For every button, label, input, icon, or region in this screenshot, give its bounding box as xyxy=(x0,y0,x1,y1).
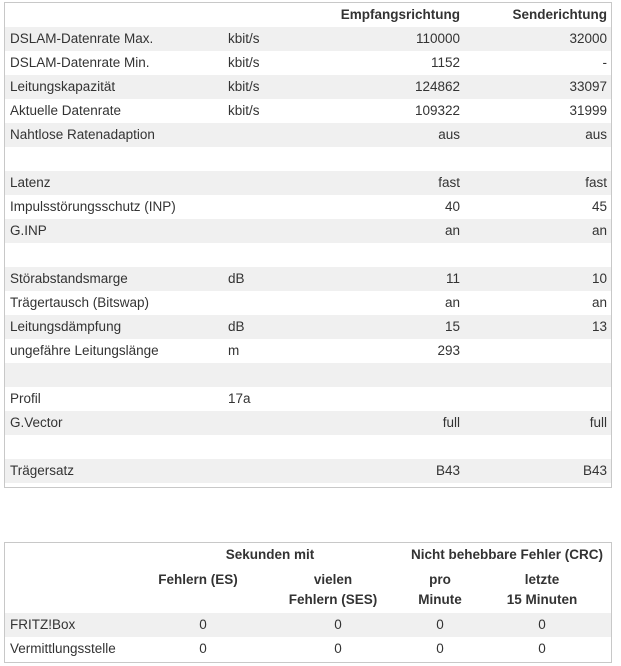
row-label: Leitungsdämpfung xyxy=(10,319,122,334)
row-label: Vermittlungsstelle xyxy=(10,641,116,656)
downstream-value: aus xyxy=(438,127,460,142)
upstream-value: fast xyxy=(585,175,607,190)
row-label: Leitungskapazität xyxy=(10,79,116,94)
error-stats-table xyxy=(4,542,612,663)
row-label: Profil xyxy=(10,391,41,406)
table-row xyxy=(5,51,611,75)
table-row xyxy=(5,243,611,267)
table-row xyxy=(5,195,611,219)
table-row xyxy=(5,387,611,411)
downstream-value: 109322 xyxy=(414,103,460,118)
downstream-value: fast xyxy=(438,175,460,190)
table-row xyxy=(5,459,611,483)
row-label: G.INP xyxy=(10,223,47,238)
group-crc-header: Nicht behebbare Fehler (CRC) xyxy=(410,547,604,562)
upstream-value: 45 xyxy=(591,199,607,214)
upstream-value: an xyxy=(591,295,607,310)
row-label: ungefähre Leitungslänge xyxy=(10,343,159,358)
table-row xyxy=(5,363,611,387)
upstream-value: - xyxy=(602,55,607,70)
row-label: Aktuelle Datenrate xyxy=(10,103,122,118)
col-per-minute-header-line1: pro xyxy=(429,572,451,587)
row-label: Nahtlose Ratenadaption xyxy=(10,127,155,142)
upstream-value: 10 xyxy=(591,271,607,286)
row-label: DSLAM-Datenrate Max. xyxy=(10,31,154,46)
table-row xyxy=(5,27,611,51)
row-unit: m xyxy=(228,343,240,358)
es-value: 0 xyxy=(199,641,207,656)
downstream-value: B43 xyxy=(435,463,460,478)
col-ses-header-line1: vielen xyxy=(313,572,353,587)
upstream-value: full xyxy=(589,415,607,430)
upstream-value: an xyxy=(591,223,607,238)
last-15min-value: 0 xyxy=(538,617,546,632)
table-row xyxy=(5,291,611,315)
downstream-value: full xyxy=(442,415,460,430)
upstream-value: 32000 xyxy=(569,31,607,46)
downstream-value: 40 xyxy=(444,199,460,214)
downstream-value: 15 xyxy=(444,319,460,334)
group-seconds-header: Sekunden mit xyxy=(225,547,315,562)
per-minute-value: 0 xyxy=(436,617,444,632)
row-label: DSLAM-Datenrate Min. xyxy=(10,55,150,70)
row-unit: 17a xyxy=(228,391,251,406)
row-label: Latenz xyxy=(10,175,51,190)
downstream-value: an xyxy=(444,295,460,310)
col-ses-header-line2: Fehlern (SES) xyxy=(288,592,378,607)
table-row xyxy=(5,435,611,459)
table-row xyxy=(5,99,611,123)
row-label: Trägertausch (Bitswap) xyxy=(10,295,150,310)
table-row xyxy=(5,123,611,147)
last-15min-value: 0 xyxy=(538,641,546,656)
table-row xyxy=(5,613,611,637)
table-row xyxy=(5,339,611,363)
row-label: Störabstandsmarge xyxy=(10,271,128,286)
col-15min-header-line2: 15 Minuten xyxy=(506,592,578,607)
table-row xyxy=(5,219,611,243)
table-row xyxy=(5,171,611,195)
row-label: Impulsstörungsschutz (INP) xyxy=(10,199,176,214)
col-15min-header-line1: letzte xyxy=(524,572,560,587)
row-unit: dB xyxy=(228,271,245,286)
upstream-value: aus xyxy=(585,127,607,142)
table-row xyxy=(5,637,611,661)
table-row xyxy=(5,411,611,435)
per-minute-value: 0 xyxy=(436,641,444,656)
ses-value: 0 xyxy=(334,641,342,656)
upstream-value: 33097 xyxy=(569,79,607,94)
row-label: FRITZ!Box xyxy=(10,617,76,632)
row-label: G.Vector xyxy=(10,415,63,430)
table-header xyxy=(5,3,611,27)
upstream-value: B43 xyxy=(582,463,607,478)
upstream-value: 13 xyxy=(591,319,607,334)
downstream-value: an xyxy=(444,223,460,238)
dsl-line-table xyxy=(4,2,612,488)
header-upstream: Senderichtung xyxy=(512,7,607,22)
ses-value: 0 xyxy=(334,617,342,632)
table-row xyxy=(5,75,611,99)
downstream-value: 293 xyxy=(437,343,460,358)
table-row xyxy=(5,315,611,339)
row-unit: dB xyxy=(228,319,245,334)
downstream-value: 11 xyxy=(445,271,460,286)
downstream-value: 1152 xyxy=(430,55,460,70)
row-unit: kbit/s xyxy=(228,79,260,94)
row-unit: kbit/s xyxy=(228,103,260,118)
es-value: 0 xyxy=(199,617,207,632)
table-row xyxy=(5,147,611,171)
row-unit: kbit/s xyxy=(228,31,260,46)
downstream-value: 110000 xyxy=(415,31,460,46)
downstream-value: 124862 xyxy=(414,79,460,94)
row-unit: kbit/s xyxy=(228,55,260,70)
header-downstream: Empfangsrichtung xyxy=(340,7,460,22)
table-row xyxy=(5,267,611,291)
col-es-header: Fehlern (ES) xyxy=(158,572,238,587)
row-label: Trägersatz xyxy=(10,463,75,478)
col-per-minute-header-line2: Minute xyxy=(418,592,462,607)
upstream-value: 31999 xyxy=(569,103,607,118)
